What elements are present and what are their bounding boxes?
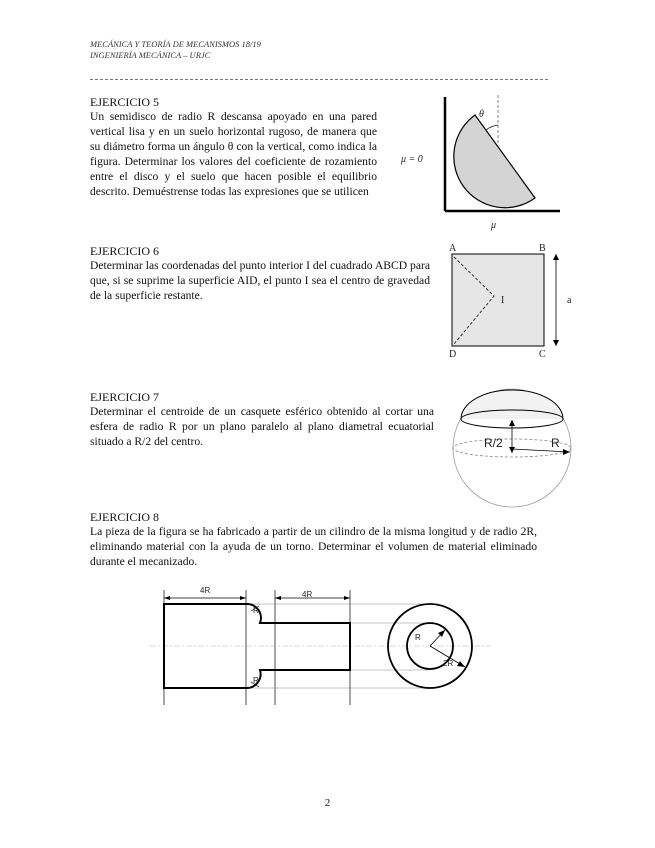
half-radius-arrow-top xyxy=(509,420,515,426)
angle-arc xyxy=(486,125,498,130)
mu-floor-label: μ xyxy=(491,220,497,231)
theta-label: θ xyxy=(479,109,484,120)
exercise-5-text: Un semidisco de radio R descansa apoyado en una pared vertical lisa y en un suelo horizontal rugoso, de manera que su diámetro forma un ángulo θ con la vertical, como indica la figura. Determinar los valores del coeficiente de rozamiento entre el disco y el suelo que hacen posible el equilibrio descrito. Demuéstrense todas las expresiones que se utilicen xyxy=(90,110,377,198)
vertex-c: C xyxy=(539,349,546,360)
radius-arrow xyxy=(563,449,570,455)
header-degree: INGENIERÍA MECÁNICA – URJC xyxy=(90,50,211,60)
side-a-label: a xyxy=(567,295,572,306)
cap-dome xyxy=(461,390,563,419)
vertex-d: D xyxy=(449,349,457,360)
mu-wall-label: μ = 0 xyxy=(401,154,423,165)
dim-4r-right-label: 4R xyxy=(302,590,313,599)
exercise-8-text: La pieza de la figura se ha fabricado a partir de un cilindro de la misma longitud y de radio 2R, eliminando material con la ayuda de un torno. Determinar el volumen de material eliminado durante el mecanizado. xyxy=(90,525,537,568)
point-i: I xyxy=(501,295,505,306)
vertex-a: A xyxy=(449,243,457,254)
exercise-7-figure xyxy=(448,384,578,514)
dim-4r-left-arrow-b xyxy=(240,596,246,600)
dim-4r-right-arrow-b xyxy=(344,596,350,600)
header-course: MECÁNICA Y TEORÍA DE MECANISMOS 18/19 xyxy=(90,39,261,49)
arrow-bottom xyxy=(553,340,559,346)
header-divider xyxy=(90,79,548,80)
exercise-5-title: EJERCICIO 5 xyxy=(90,95,159,109)
exercise-7-title: EJERCICIO 7 xyxy=(90,390,159,404)
exercise-6-text: Determinar las coordenadas del punto interior I del cuadrado ABCD para que, si se suprime la superficie AID, el punto I sea el centro de gravedad de la superficie restante. xyxy=(90,259,430,302)
inner-radius-label: R xyxy=(415,633,421,642)
outer-radius-arrow xyxy=(457,661,465,667)
square-abcd xyxy=(452,254,544,346)
exercise-5-figure xyxy=(395,95,565,235)
page-number: 2 xyxy=(324,797,331,809)
arrow-top xyxy=(553,254,559,260)
half-radius-label: R/2 xyxy=(484,436,503,450)
half-radius-arrow-bottom xyxy=(509,447,515,453)
exercise-8-figure xyxy=(140,580,500,715)
semidisc xyxy=(454,115,535,208)
exercise-6-figure xyxy=(440,240,580,365)
dim-4r-left-arrow-a xyxy=(164,596,170,600)
dim-4r-left-label: 4R xyxy=(200,586,211,595)
exercise-8-title: EJERCICIO 8 xyxy=(90,510,159,524)
vertex-b: B xyxy=(539,243,546,254)
radius-line xyxy=(512,449,570,452)
fillet-bottom-label: R xyxy=(253,676,259,685)
fillet-top-label: R xyxy=(253,606,259,615)
exercise-6-title: EJERCICIO 6 xyxy=(90,244,159,258)
exercise-7-text: Determinar el centroide de un casquete esférico obtenido al cortar una esfera de radio R por un plano paralelo al plano diametral ecuatorial situado a R/2 del centro. xyxy=(90,405,434,448)
dim-4r-right-arrow-a xyxy=(275,596,281,600)
radius-label: R xyxy=(551,436,560,450)
outer-radius-label: 2R xyxy=(443,659,454,668)
